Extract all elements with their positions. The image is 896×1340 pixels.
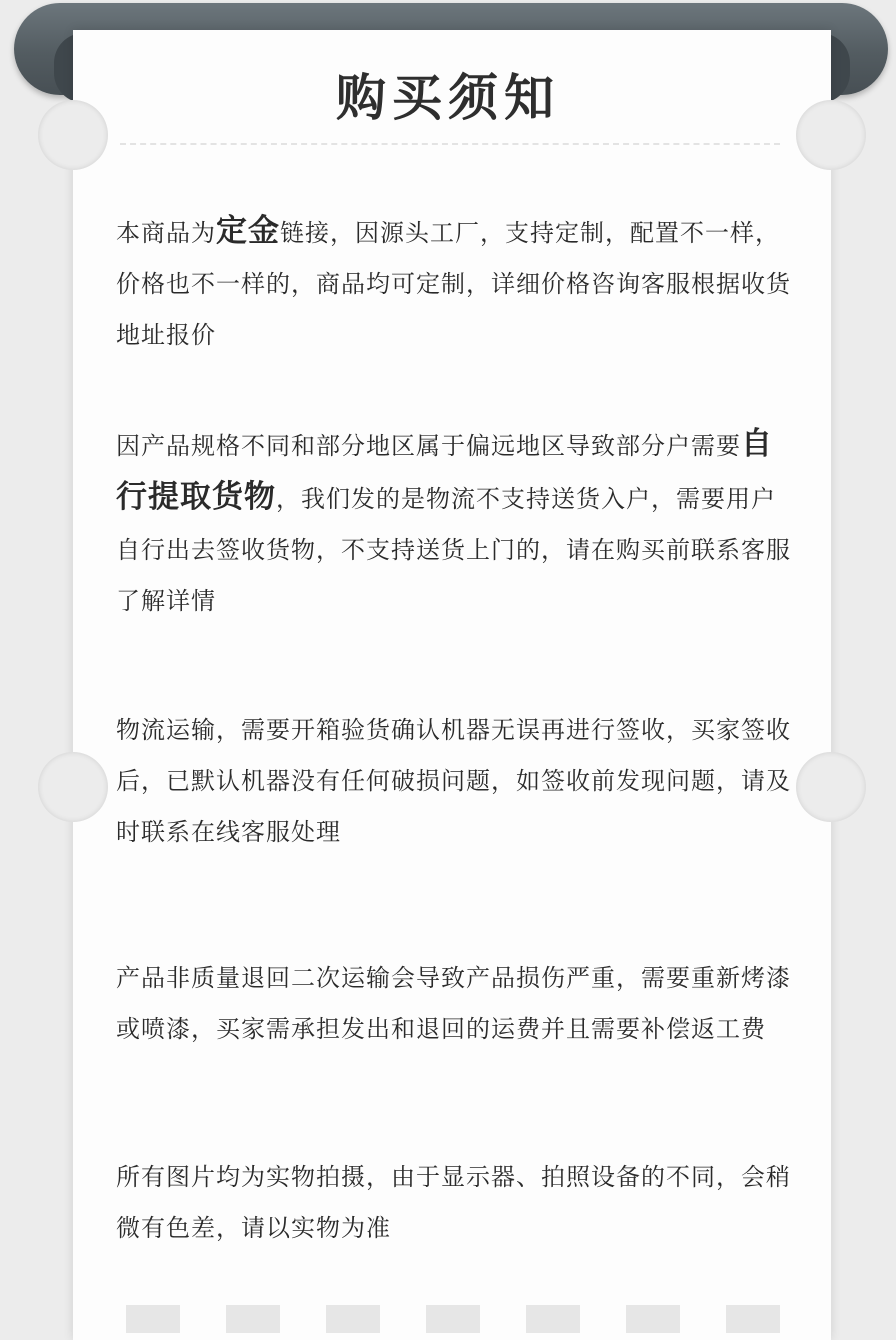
paper-tear-tab xyxy=(526,1305,580,1333)
notice-content xyxy=(116,206,796,1254)
paragraph-text: 所有图片均为实物拍摄，由于显示器、拍照设备的不同，会稍微有色差，请以实物为准 xyxy=(116,1163,791,1242)
paper-tear-tab xyxy=(426,1305,480,1333)
notice-paragraph-photos xyxy=(116,1152,796,1254)
notice-paragraph-deposit xyxy=(116,206,796,361)
paper-notch-right-middle xyxy=(796,752,866,822)
page-title: 购买须知 xyxy=(336,69,560,127)
notice-paragraph-returns xyxy=(116,953,796,1055)
paragraph-text: 物流运输，需要开箱验货确认机器无误再进行签收，买家签收后，已默认机器没有任何破损问题，如签收前发现问题，请及时联系在线客服处理 xyxy=(116,716,791,846)
paragraph-text: 本商品为 xyxy=(116,219,216,247)
paper-notch-left-middle xyxy=(38,752,108,822)
paragraph-text: 因产品规格不同和部分地区属于偏远地区导致部分户需要 xyxy=(116,432,741,460)
paragraph-text: 产品非质量退回二次运输会导致产品损伤严重，需要重新烤漆或喷漆，买家需承担发出和退回的运费并且需要补偿返工费 xyxy=(116,964,791,1043)
emphasis-text: 定金 xyxy=(216,213,280,249)
title-divider xyxy=(120,143,780,145)
paragraph-text: 链接，因源头工厂，支持定制，配置不一样，价格也不一样的，商品均可定制，详细价格咨询客服根据收货地址报价 xyxy=(116,219,791,349)
paper-tear-tab xyxy=(626,1305,680,1333)
emphasis-text: 自行提取货物 xyxy=(116,426,773,515)
paragraph-text: ，我们发的是物流不支持送货入户，需要用户自行出去签收货物，不支持送货上门的，请在购买前联系客服了解详情 xyxy=(116,485,791,615)
paper-tear-tab xyxy=(126,1305,180,1333)
notice-paragraph-inspection xyxy=(116,705,796,858)
paper-tear-tab xyxy=(726,1305,780,1333)
paper-tear-tab xyxy=(326,1305,380,1333)
paper-tear-tab xyxy=(226,1305,280,1333)
notice-paragraph-pickup xyxy=(116,419,796,627)
